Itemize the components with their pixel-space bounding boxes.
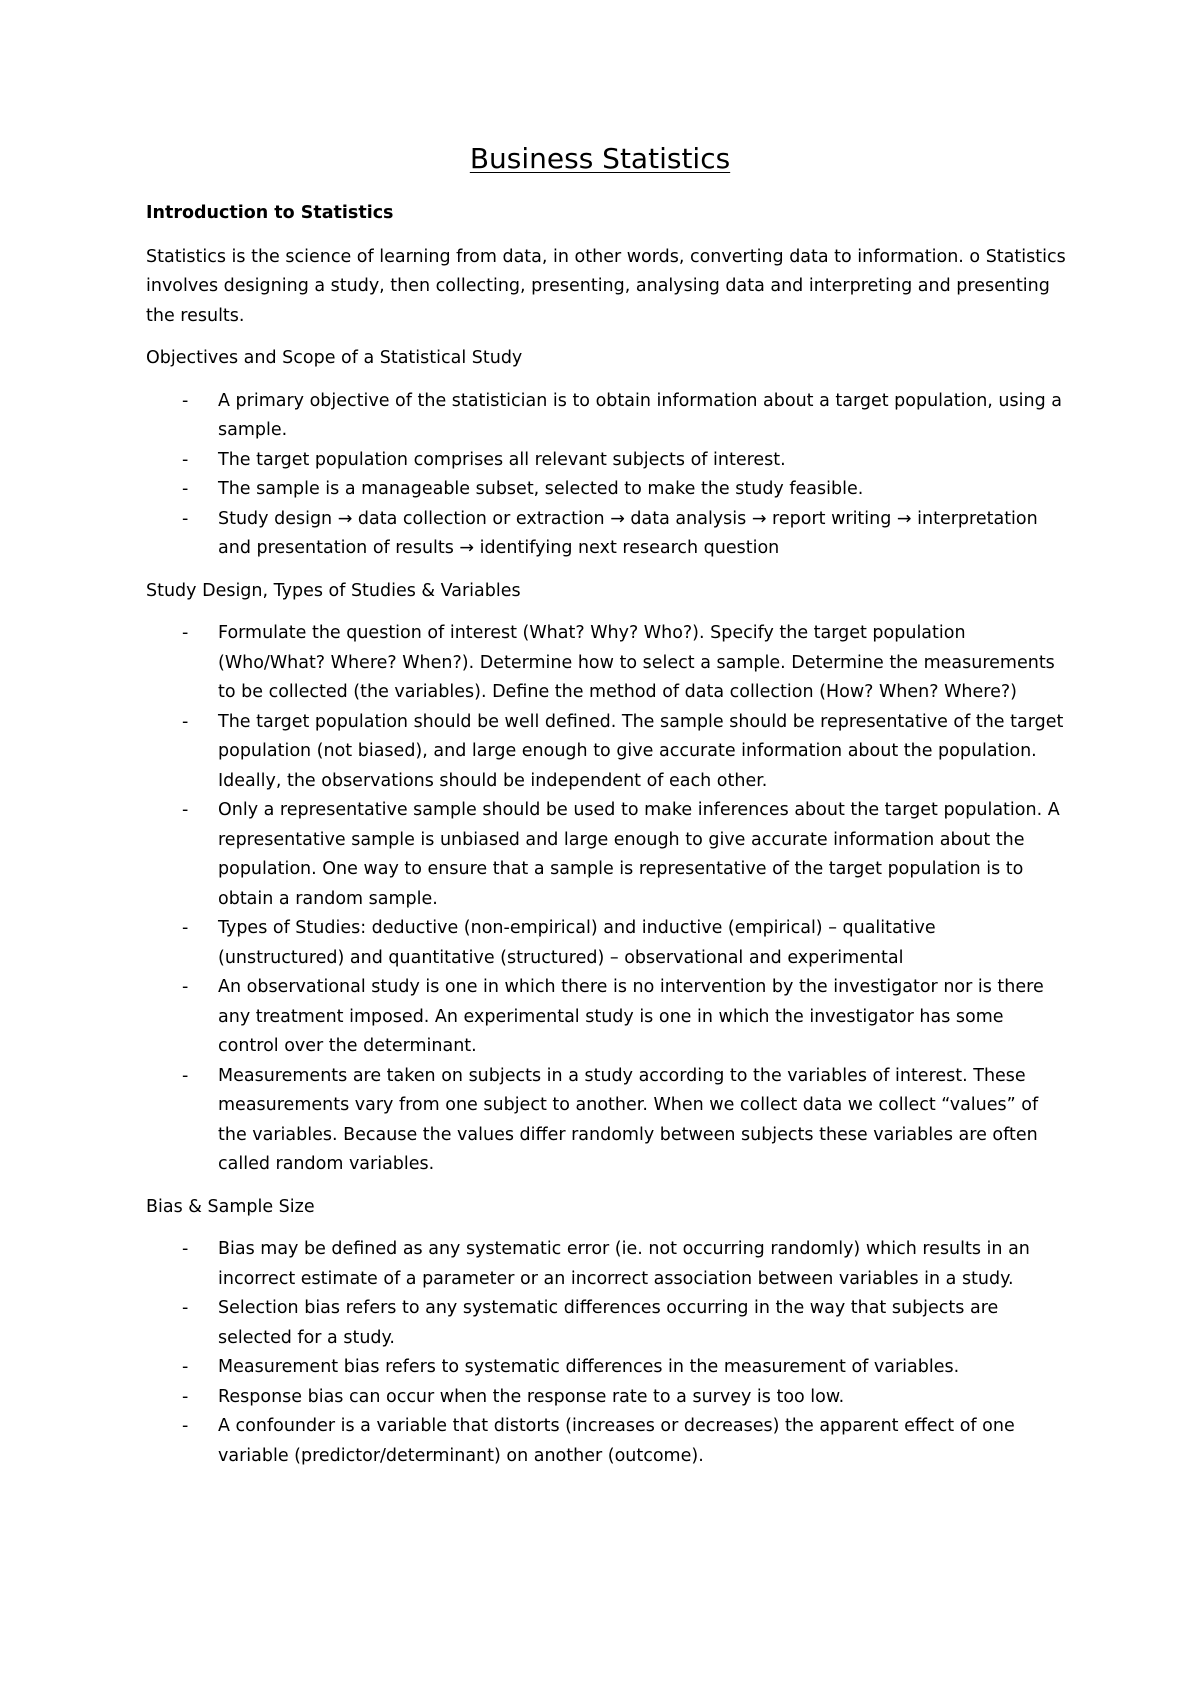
list-item xyxy=(146,796,1066,914)
list-item xyxy=(146,1235,1066,1294)
list-item-text: Study design → data collection or extraction → data analysis → report writing → interpretation and presentation of results → identifying next research question xyxy=(218,508,1038,558)
list-item-text: The sample is a manageable subset, selected to make the study feasible. xyxy=(218,479,864,499)
list-item-text: Measurements are taken on subjects in a study according to the variables of interest. These measurements vary from one subject to another. When we collect data we collect “values” of the variables. Because the values differ randomly between subjects these variables are often called random variables. xyxy=(218,1065,1039,1174)
dash-marker: - xyxy=(182,1298,189,1318)
bullet-list xyxy=(146,619,1066,1180)
list-item-text: Measurement bias refers to systematic differences in the measurement of variables. xyxy=(218,1357,960,1377)
list-item xyxy=(146,446,1066,476)
dash-marker: - xyxy=(182,977,189,997)
dash-marker: - xyxy=(182,390,189,411)
section-study-design xyxy=(146,577,1066,1180)
section-heading: Bias & Sample Size xyxy=(146,1196,315,1217)
list-item-text: Formulate the question of interest (What? Why? Who?). Specify the target population (Who/What? Where? When?). Determine how to select a sample. Determine the measurements to be collected (the variables). Define the method of data collection (How? When? Where?) xyxy=(218,623,1055,702)
list-item-text: Types of Studies: deductive (non-empirical) and inductive (empirical) – qualitative (unstructured) and quantitative (structured) – observational and experimental xyxy=(218,918,936,968)
bullet-list xyxy=(146,387,1066,564)
list-item xyxy=(146,505,1066,564)
section-heading: Objectives and Scope of a Statistical Study xyxy=(146,348,523,368)
dash-marker: - xyxy=(182,1386,189,1407)
document-body xyxy=(146,199,1066,1484)
document-title: Business Statistics xyxy=(469,142,731,175)
section-bias-sample-size xyxy=(146,1193,1066,1472)
list-item-text: Selection bias refers to any systematic differences occurring in the way that subjects are selected for a study. xyxy=(218,1298,999,1348)
list-item xyxy=(146,708,1066,797)
section-objectives xyxy=(146,344,1066,564)
dash-marker: - xyxy=(182,449,189,470)
dash-marker: - xyxy=(182,479,189,499)
dash-marker: - xyxy=(182,1416,189,1436)
dash-marker: - xyxy=(182,1357,189,1377)
list-item xyxy=(146,619,1066,708)
list-item-text: An observational study is one in which there is no intervention by the investigator nor is there any treatment imposed. An experimental study is one in which the investigator has some control over the determinant. xyxy=(218,977,1044,1056)
list-item xyxy=(146,1062,1066,1180)
bullet-list xyxy=(146,1235,1066,1471)
list-item xyxy=(146,973,1066,1062)
list-item-text: The target population should be well defined. The sample should be representative of the target population (not biased), and large enough to give accurate information about the population. Ideally, the observations should be independent of each other. xyxy=(218,711,1064,791)
list-item xyxy=(146,1294,1066,1353)
section-heading: Study Design, Types of Studies & Variables xyxy=(146,580,521,601)
list-item xyxy=(146,1383,1066,1413)
list-item xyxy=(146,1412,1066,1471)
main-heading: Introduction to Statistics xyxy=(146,203,394,223)
list-item xyxy=(146,1353,1066,1383)
dash-marker: - xyxy=(182,1239,189,1259)
dash-marker: - xyxy=(182,800,189,820)
list-item-text: A confounder is a variable that distorts (increases or decreases) the apparent effect of one variable (predictor/determinant) on another (outcome). xyxy=(218,1416,1015,1466)
dash-marker: - xyxy=(182,508,189,529)
list-item-text: Bias may be defined as any systematic error (ie. not occurring randomly) which results in an incorrect estimate of a parameter or an incorrect association between variables in a study. xyxy=(218,1239,1030,1289)
intro-paragraph: Statistics is the science of learning from data, in other words, converting data to information. o Statistics involves designing a study, then collecting, presenting, analysing data and interpreting and presenting the results. xyxy=(146,246,1066,326)
dash-marker: - xyxy=(182,918,189,938)
list-item xyxy=(146,387,1066,446)
list-item-text: Only a representative sample should be used to make inferences about the target population. A representative sample is unbiased and large enough to give accurate information about the population. One way to ensure that a sample is representative of the target population is to obtain a random sample. xyxy=(218,800,1060,909)
list-item xyxy=(146,914,1066,973)
dash-marker: - xyxy=(182,623,189,643)
dash-marker: - xyxy=(182,711,189,732)
list-item xyxy=(146,475,1066,505)
list-item-text: Response bias can occur when the response rate to a survey is too low. xyxy=(218,1386,845,1407)
list-item-text: The target population comprises all relevant subjects of interest. xyxy=(218,449,786,470)
dash-marker: - xyxy=(182,1065,189,1086)
list-item-text: A primary objective of the statistician is to obtain information about a target population, using a sample. xyxy=(218,390,1062,440)
